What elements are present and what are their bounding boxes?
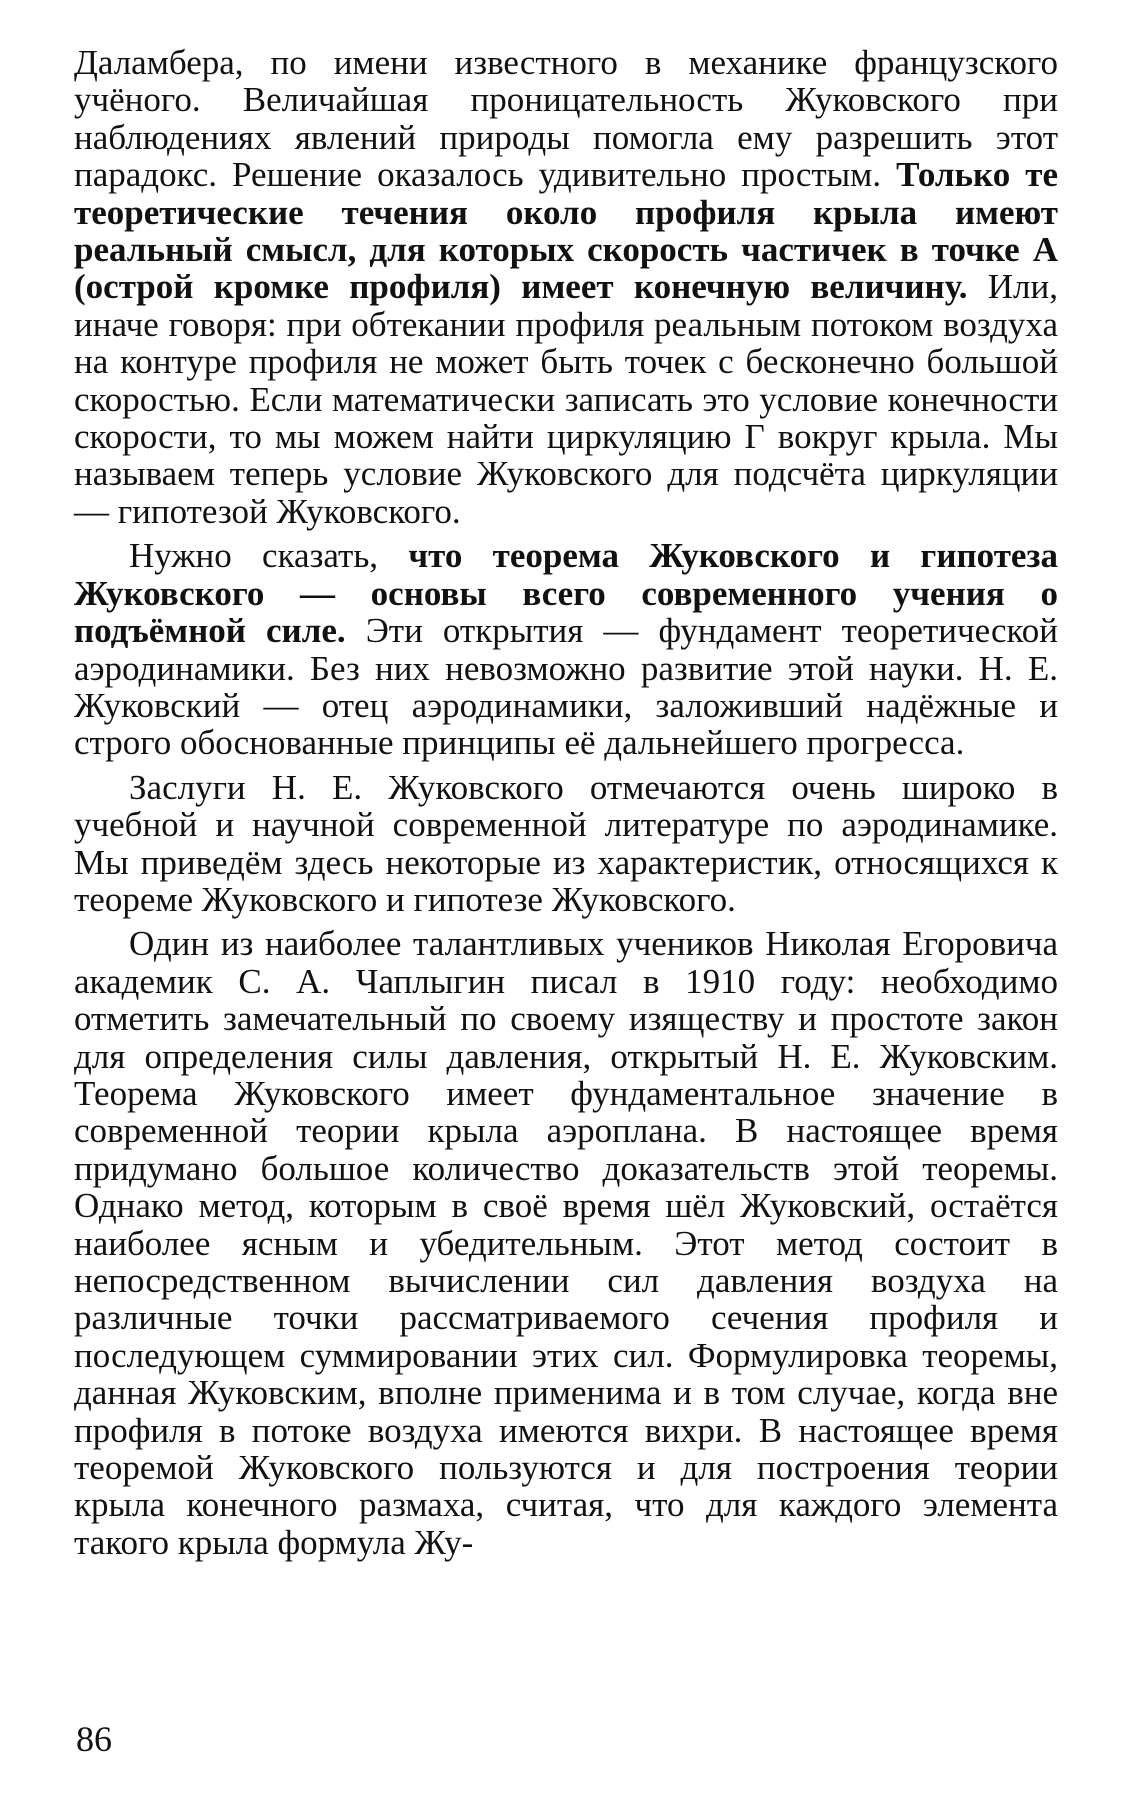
paragraph-1-run-1: Даламбера, по имени известного в механике французского учёного. Величайшая проницательность Жуковского при наблюдениях явлений природы помогла ему разрешить этот парадокс. Решение оказалось удивительно простым. [74,43,1058,195]
paragraph-1-run-2-bold: Только те теоретические течения около профиля крыла имеют реальный смысл, для которых скорость частичек в точке А (острой кромке профиля) имеет конечную величину. [74,155,1059,307]
page-number: 86 [76,1719,112,1759]
paragraph-3 [74,769,1058,919]
paragraph-2-run-1: Нужно сказать, [129,536,409,576]
page-text [74,44,1058,1568]
paragraph-1-run-3: Или, иначе говоря: при обтекании профиля реальным потоком воздуха на контуре профиля не может быть точек с бесконечно большой скоростью. Если математически записать это условие конечности скорости, то мы можем найти циркуляцию Г вокруг крыла. Мы называем теперь условие Жуковского для подсчёта циркуляции — гипотезой Жуковского. [74,267,1058,531]
paragraph-4-run-1: Один из наиболее талантливых учеников Николая Егоровича академик С. А. Чаплыгин писал в 1910 году: необходимо отметить замечательный по своему изяществу и простоте закон для определения силы давления, открытый Н. Е. Жуковским. Теорема Жуковского имеет фундаментальное значение в современной теории крыла аэроплана. В настоящее время придумано большое количество доказательств этой теоремы. Однако метод, которым в своё время шёл Жуковский, остаётся наиболее ясным и убедительным. Этот метод состоит в непосредственном вычислении сил давления воздуха на различные точки рассматриваемого сечения профиля и последующем суммировании этих сил. Формулировка теоремы, данная Жуковским, вполне применима и в том случае, когда вне профиля в потоке воздуха имеются вихри. В настоящее время теоремой Жуковского пользуются и для построения теории крыла конечного размаха, считая, что для каждого элемента такого крыла формула Жу- [74,924,1058,1562]
paragraph-4 [74,925,1058,1561]
paragraph-2-run-2-bold: что теорема Жуковского и гипотеза Жуковского — основы всего современного учения о подъёмной силе. [74,536,1058,651]
paragraph-2 [74,537,1058,761]
paragraph-3-run-1: Заслуги Н. Е. Жуковского отмечаются очень широко в учебной и научной современной литературе по аэродинамике. Мы приведём здесь некоторые из характеристик, относящихся к теореме Жуковского и гипотезе Жуковского. [74,767,1058,919]
paragraph-2-run-3: Эти открытия — фундамент теоретической аэродинамики. Без них невозможно развитие этой науки. Н. Е. Жуковский — отец аэродинамики, заложивший надёжные и строго обоснованные принципы её дальнейшего прогресса. [74,611,1058,763]
paragraph-1 [74,44,1058,530]
